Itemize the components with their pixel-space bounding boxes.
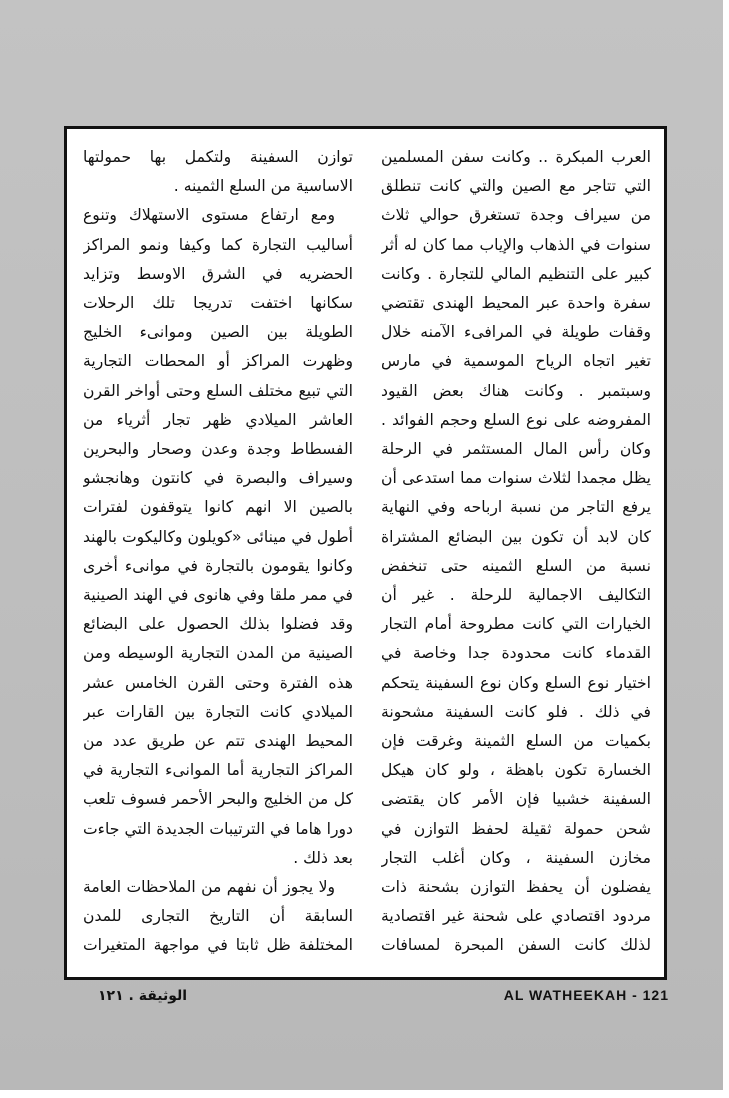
right-column <box>381 143 651 965</box>
right-column-paragraph: العرب المبكرة .. وكانت سفن المسلمين التي تتاجر مع الصين والتي كانت تنطلق من سيراف وجدة تستغرق حوالي ثلاث سنوات في الذهاب والإياب مما كان له أثر كبير على التنظيم المالي للتجارة . وكانت سفرة واحدة عبر المحيط الهندى تقتضي وقفات طويلة في المرافىء الآمنه خلال تغير اتجاه الرياح الموسمية في مارس وسبتمبر . وكانت هناك بعض القيود المفروضه على نوع السلع وحجم الفوائد . وكان رأس المال المستثمر في الرحلة يظل مجمدا لثلاث سنوات مما استدعى أن يرفع التاجر من نسبة ارباحه وفي النهاية كان لابد أن تكون بين البضائع المشتراة نسبة من السلع الثمينه حتى تنخفض التكاليف الاجمالية للرحلة . غير أن الخيارات التي كانت مطروحة أمام التجار القدماء كانت محدودة جدا وخاصة في اختيار نوع السلع وكان نوع السفينة يتحكم في ذلك . فلو كانت السفينة مشحونة بكميات من السلع الثمينة وغرقت فإن الخسارة تكون باهظة ، ولو كان هيكل السفينة خشبيا فإن الأمر كان يقتضى شحن حمولة ثقيلة لحفظ التوازن في مخازن السفينة ، وكان أغلب التجار يفضلون أن يحفظ التوازن بشحنة ذات مردود اقتصادي على شحنة غير اقتصادية لذلك كانت السفن المبحرة لمسافات <box>381 148 651 955</box>
article-frame <box>64 126 667 980</box>
left-column <box>83 143 353 965</box>
left-column-paragraph-1: توازن السفينة ولتكمل بها حمولتها الاساسية من السلع الثمينه . <box>83 148 353 196</box>
footer-arabic-page-label: الوثيقة . ١٢١ <box>98 988 188 1004</box>
left-column-paragraph-2: ومع ارتفاع مستوى الاستهلاك وتنوع أساليب التجارة كما وكيفا ونمو المراكز الحضريه في الشرق الاوسط وتزايد سكانها اختفت تدريجا تلك الرحلات الطويلة بين الصين وموانىء الخليج وظهرت المراكز أو المحطات التجارية التي تبيع مختلف السلع وحتى أواخر القرن العاشر الميلادي ظهر تجار أثرياء من الفسطاط وجدة وعدن وصحار والبحرين وسيراف والبصرة في كانتون وهانجشو بالصين الا انهم كانوا يتوقفون لفترات أطول في مينائى «كويلون وكاليكوت بالهند وكانوا يقومون بالتجارة في موانىء أخرى في ممر ملقا وفي هانوى في الهند الصينية وقد فضلوا بذلك الحصول على البضائع الصينية من المدن التجارية الوسيطه ومن هذه الفترة وحتى القرن الخامس عشر الميلادي كانت التجارة بين القارات عبر المحيط الهندى تتم عن طريق عدد من المراكز التجارية أما الموانىء التجارية في كل من الخليج والبحر الأحمر فسوف تلعب دورا هاما في الترتيبات الجديدة التي جاءت بعد ذلك . <box>83 206 353 867</box>
scan-edge-right <box>723 0 729 1098</box>
footer-english-page-label: AL WATHEEKAH - 121 <box>503 987 669 1003</box>
scan-edge-bottom <box>0 1090 729 1098</box>
left-column-paragraph-3: ولا يجوز أن نفهم من الملاحظات العامة السابقة أن التاريخ التجارى للمدن المختلفة ظل ثابتا في مواجهة المتغيرات <box>83 878 353 955</box>
